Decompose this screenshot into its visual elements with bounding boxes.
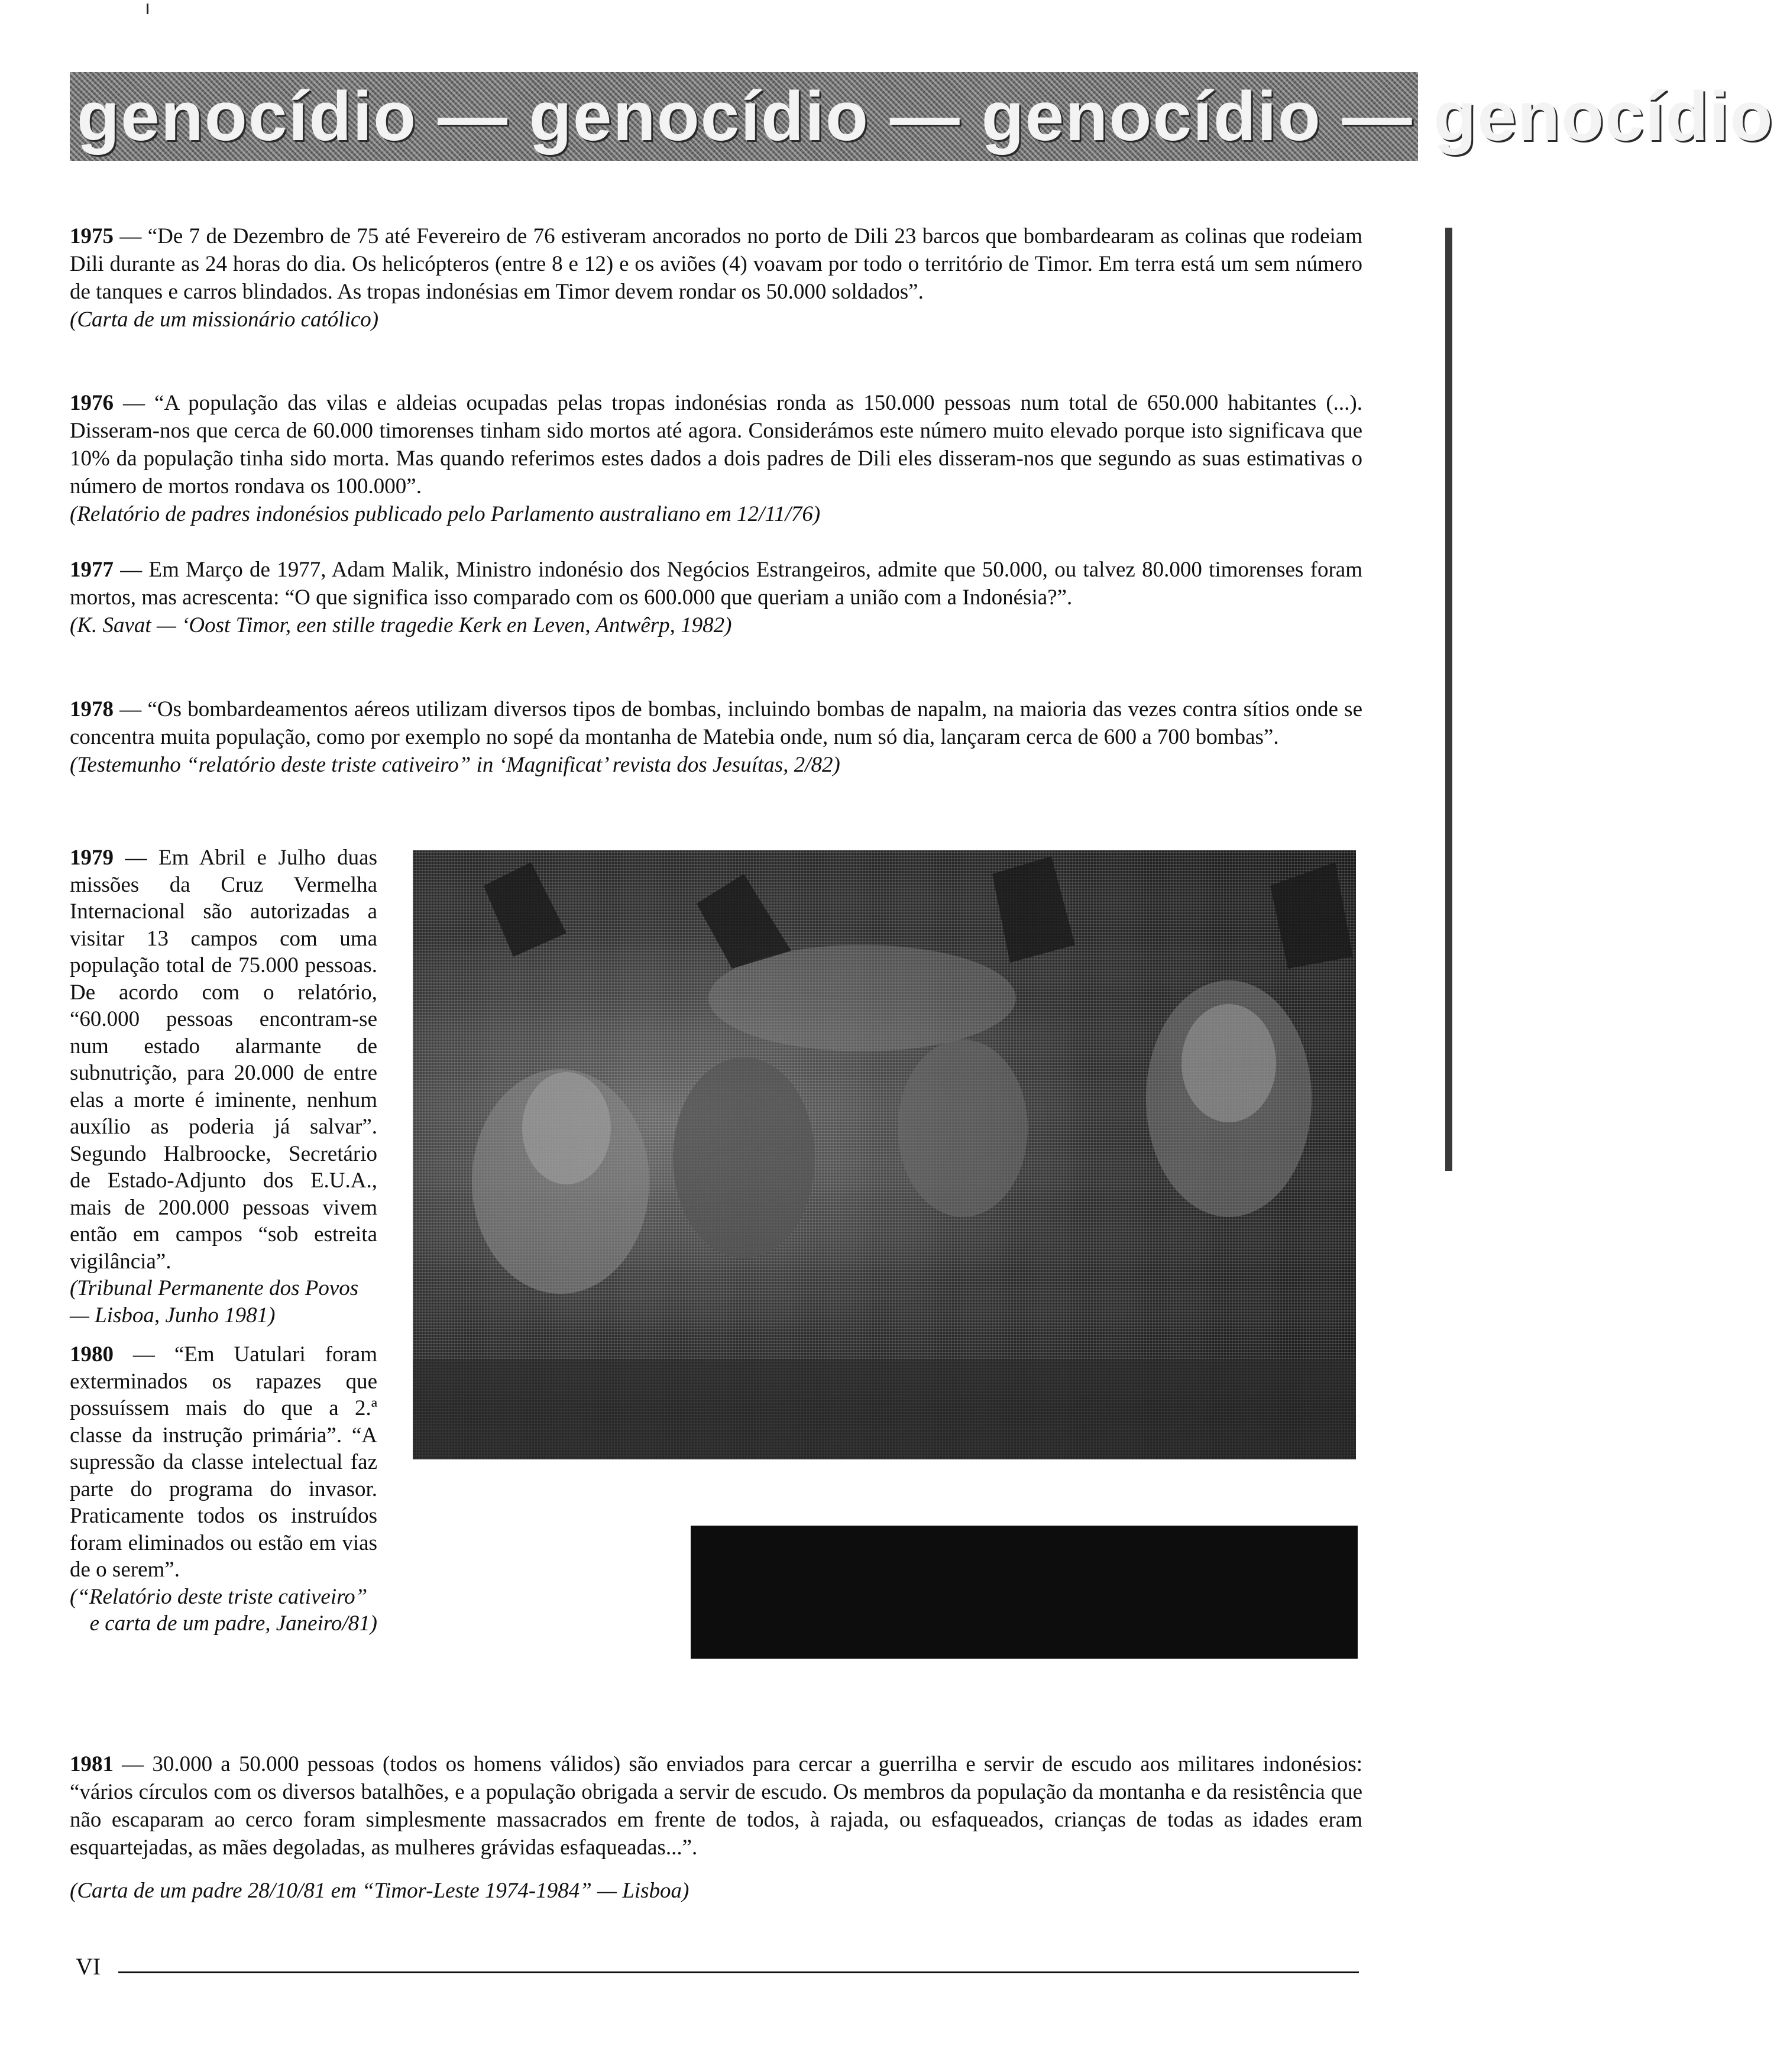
banner-title: genocídio — genocídio — genocídio — genocídio <box>77 77 1774 156</box>
entry-year: 1979 <box>70 846 114 870</box>
entry-year: 1980 <box>70 1342 114 1367</box>
entry-1976 <box>70 389 1362 528</box>
entry-1981 <box>70 1750 1362 1905</box>
entry-year: 1977 <box>70 558 114 582</box>
dark-caption-box <box>691 1526 1358 1659</box>
entry-source: (K. Savat — ‘Oost Timor, een stille tragedie Kerk en Leven, Antwêrp, 1982) <box>70 613 732 637</box>
entry-text: — “De 7 de Dezembro de 75 até Fevereiro de 76 estiveram ancorados no porto de Dili 23 barcos que bombardearam as colinas que rodeiam Dili durante as 24 horas do dia. Os helicópteros (entre 8 e 12) e os aviões (4) voavam por todo o território de Timor. Em terra está um sem número de tanques e carros blindados. As tropas indonésias em Timor devem rondar os 50.000 soldados”. <box>70 224 1362 304</box>
entry-source: (“Relatório deste triste cativeiro” <box>70 1584 368 1609</box>
entry-year: 1981 <box>70 1752 114 1776</box>
entry-source-continued: e carta de um padre, Janeiro/81) <box>89 1611 377 1636</box>
scan-edge-bar <box>1445 228 1452 1171</box>
scan-mark <box>147 4 148 14</box>
entry-1975 <box>70 222 1362 334</box>
entry-text: — “A população das vilas e aldeias ocupadas pelas tropas indonésias ronda as 150.000 pessoas num total de 650.000 habitantes (...). Disseram-nos que cerca de 60.000 timorenses tinham sido mortos até agora. Considerámos este número muito elevado porque isto significava que 10% da população tinha sido morta. Mas quando referimos estes dados a dois padres de Dili eles disseram-nos que segundo as suas estimativas o número de mortos rondava os 100.000”. <box>70 391 1362 498</box>
entry-year: 1975 <box>70 224 114 248</box>
entry-text: — “Em Uatulari foram exterminados os rapazes que possuíssem mais do que a 2.ª classe da instrução primária”. “A supressão da classe intelectual faz parte do programa do invasor. Praticamente todos os instruídos foram eliminados ou estão em vias de o serem”. <box>70 1342 377 1582</box>
genocide-banner <box>70 72 1774 161</box>
entry-year: 1976 <box>70 391 114 415</box>
photograph <box>413 850 1356 1459</box>
entry-1977 <box>70 556 1362 639</box>
page-number: VI <box>76 1953 101 1980</box>
entry-source: (Carta de um missionário católico) <box>70 307 379 332</box>
entry-text: — “Os bombardeamentos aéreos utilizam diversos tipos de bombas, incluindo bombas de napalm, na maioria das vezes contra sítios onde se concentra muita população, como por exemplo no sopé da montanha de Matebia onde, num só dia, lançaram cerca de 600 a 700 bombas”. <box>70 697 1362 749</box>
footer-rule <box>118 1971 1359 1973</box>
entry-text: — 30.000 a 50.000 pessoas (todos os homens válidos) são enviados para cercar a guerrilha e servir de escudo aos militares indonésios: “vários círculos com os diversos batalhões, e a população obrigada a servir de escudo. Os membros da população da montanha e da resistência que não escaparam ao cerco foram simplesmente massacrados em frente de todos, à rajada, ou esfaqueados, crianças de todas as idades eram esquartejadas, as mães degoladas, as mulheres grávidas esfaqueadas...”. <box>70 1752 1362 1860</box>
entry-1979 <box>70 844 377 1329</box>
entry-source: (Relatório de padres indonésios publicado pelo Parlamento australiano em 12/11/76) <box>70 502 821 526</box>
entry-1980 <box>70 1341 377 1637</box>
entry-text: — Em Abril e Julho duas missões da Cruz Vermelha Internacional são autorizadas a visitar 13 campos com uma população total de 75.000 pessoas. De acordo com o relatório, “60.000 pessoas encontram-se num estado alarmante de subnutrição, para 20.000 de entre elas a morte é iminente, nenhum auxílio as poderia já salvar”. Segundo Halbroocke, Secretário de Estado-Adjunto dos E.U.A., mais de 200.000 pessoas vivem então em campos “sob estreita vigilância”. <box>70 846 377 1274</box>
entry-1978 <box>70 695 1362 779</box>
photo-figures <box>413 850 1356 1459</box>
entry-year: 1978 <box>70 697 114 721</box>
entry-text: — Em Março de 1977, Adam Malik, Ministro indonésio dos Negócios Estrangeiros, admite que 50.000, ou talvez 80.000 timorenses foram mortos, mas acrescenta: “O que significa isso comparado com os 600.000 que queriam a união com a Indonésia?”. <box>70 558 1362 610</box>
entry-source: (Carta de um padre 28/10/81 em “Timor-Leste 1974-1984” — Lisboa) <box>70 1879 689 1903</box>
entry-source: (Testemunho “relatório deste triste cativeiro” in ‘Magnificat’ revista dos Jesuítas, 2/82) <box>70 753 840 777</box>
entry-source: (Tribunal Permanente dos Povos — Lisboa, Junho 1981) <box>70 1276 359 1328</box>
